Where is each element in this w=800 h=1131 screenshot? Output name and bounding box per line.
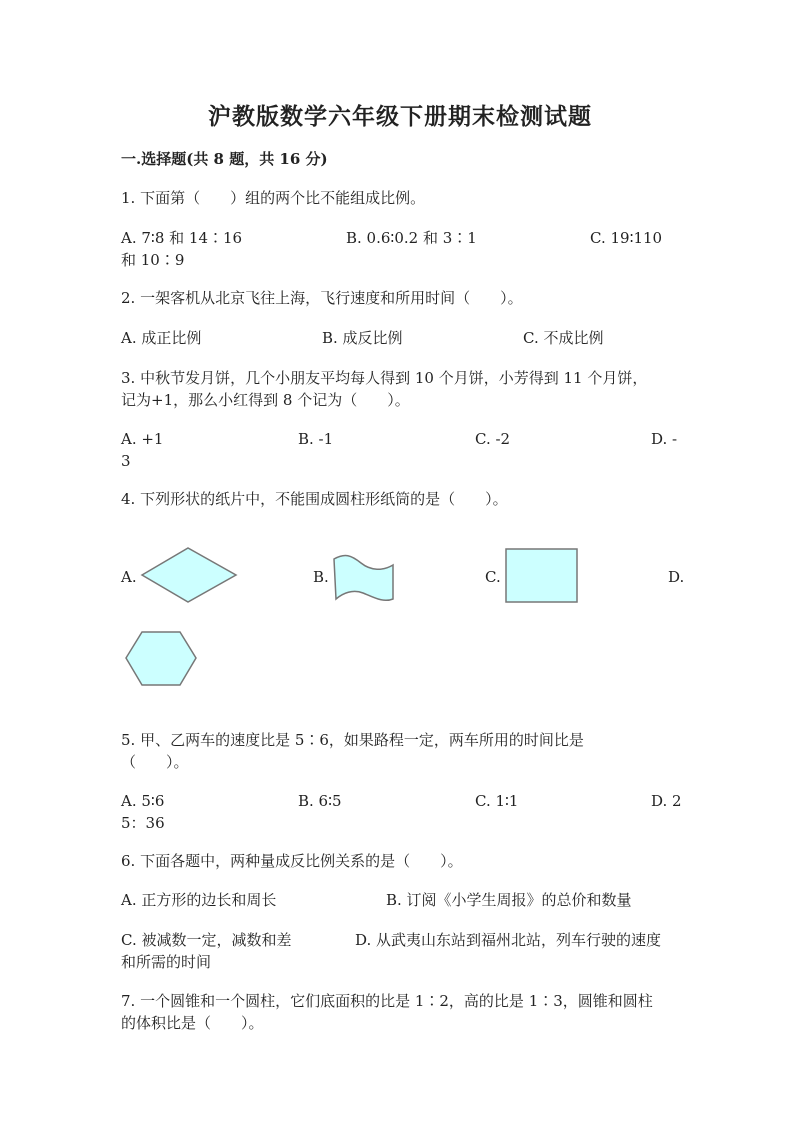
q3-option-c: C. -2 bbox=[475, 430, 511, 448]
q3-stem-line1: 3. 中秋节发月饼，几个小朋友平均每人得到 10 个月饼，小芳得到 11 个月饼， bbox=[121, 369, 648, 387]
q2-stem: 2. 一架客机从北京飞往上海，飞行速度和所用时间（ ）。 bbox=[121, 289, 523, 307]
q5-option-d: D. 2 bbox=[651, 792, 682, 810]
q1-option-b: B. 0.6∶0.2 和 3∶1 bbox=[346, 229, 477, 247]
q5-option-d-continuation: 5：36 bbox=[121, 814, 165, 832]
q3-option-d-continuation: 3 bbox=[121, 452, 131, 470]
q6-option-c: C. 被减数一定，减数和差 bbox=[121, 931, 292, 949]
q3-stem-line2: 记为+1，那么小红得到 8 个记为（ ）。 bbox=[121, 391, 410, 409]
q5-option-a: A. 5∶6 bbox=[121, 792, 165, 810]
section-heading: 一.选择题(共 8 题，共 16 分) bbox=[121, 150, 328, 168]
q1-option-a: A. 7∶8 和 14∶16 bbox=[121, 229, 243, 247]
hexagon-shape bbox=[124, 630, 198, 687]
q4-stem: 4. 下列形状的纸片中，不能围成圆柱形纸筒的是（ ）。 bbox=[121, 490, 508, 508]
q6-option-d-continuation: 和所需的时间 bbox=[121, 953, 212, 971]
q1-stem: 1. 下面第（ ）组的两个比不能组成比例。 bbox=[121, 189, 426, 207]
q4-label-b: B. bbox=[313, 568, 329, 586]
q4-label-d: D. bbox=[668, 568, 685, 586]
q6-option-b: B. 订阅《小学生周报》的总价和数量 bbox=[386, 891, 632, 909]
q2-option-a: A. 成正比例 bbox=[121, 329, 202, 347]
q7-stem-line2: 的体积比是（ ）。 bbox=[121, 1014, 264, 1032]
q5-stem-line2: （ ）。 bbox=[121, 753, 189, 771]
q6-option-a: A. 正方形的边长和周长 bbox=[121, 891, 277, 909]
q5-option-b: B. 6∶5 bbox=[298, 792, 342, 810]
q2-option-c: C. 不成比例 bbox=[523, 329, 604, 347]
q4-label-c: C. bbox=[485, 568, 501, 586]
q7-stem-line1: 7. 一个圆锥和一个圆柱，它们底面积的比是 1∶2，高的比是 1∶3，圆锥和圆柱 bbox=[121, 992, 653, 1010]
q3-option-d: D. - bbox=[651, 430, 678, 448]
q4-label-a: A. bbox=[121, 568, 137, 586]
page-title: 沪教版数学六年级下册期末检测试题 bbox=[208, 103, 592, 130]
rectangle-shape bbox=[505, 548, 579, 604]
wavy-sheet-shape bbox=[331, 553, 397, 603]
q3-option-b: B. -1 bbox=[298, 430, 334, 448]
q6-stem: 6. 下面各题中，两种量成反比例关系的是（ ）。 bbox=[121, 852, 463, 870]
q5-stem-line1: 5. 甲、乙两车的速度比是 5∶6，如果路程一定，两车所用的时间比是 bbox=[121, 731, 584, 749]
q1-option-continuation: 和 10∶9 bbox=[121, 251, 185, 269]
q5-option-c: C. 1∶1 bbox=[475, 792, 519, 810]
q2-option-b: B. 成反比例 bbox=[322, 329, 403, 347]
q3-option-a: A. +1 bbox=[121, 430, 164, 448]
q6-option-d: D. 从武夷山东站到福州北站，列车行驶的速度 bbox=[355, 931, 662, 949]
q1-option-c: C. 19∶110 bbox=[590, 229, 663, 247]
rhombus-shape bbox=[140, 546, 238, 604]
